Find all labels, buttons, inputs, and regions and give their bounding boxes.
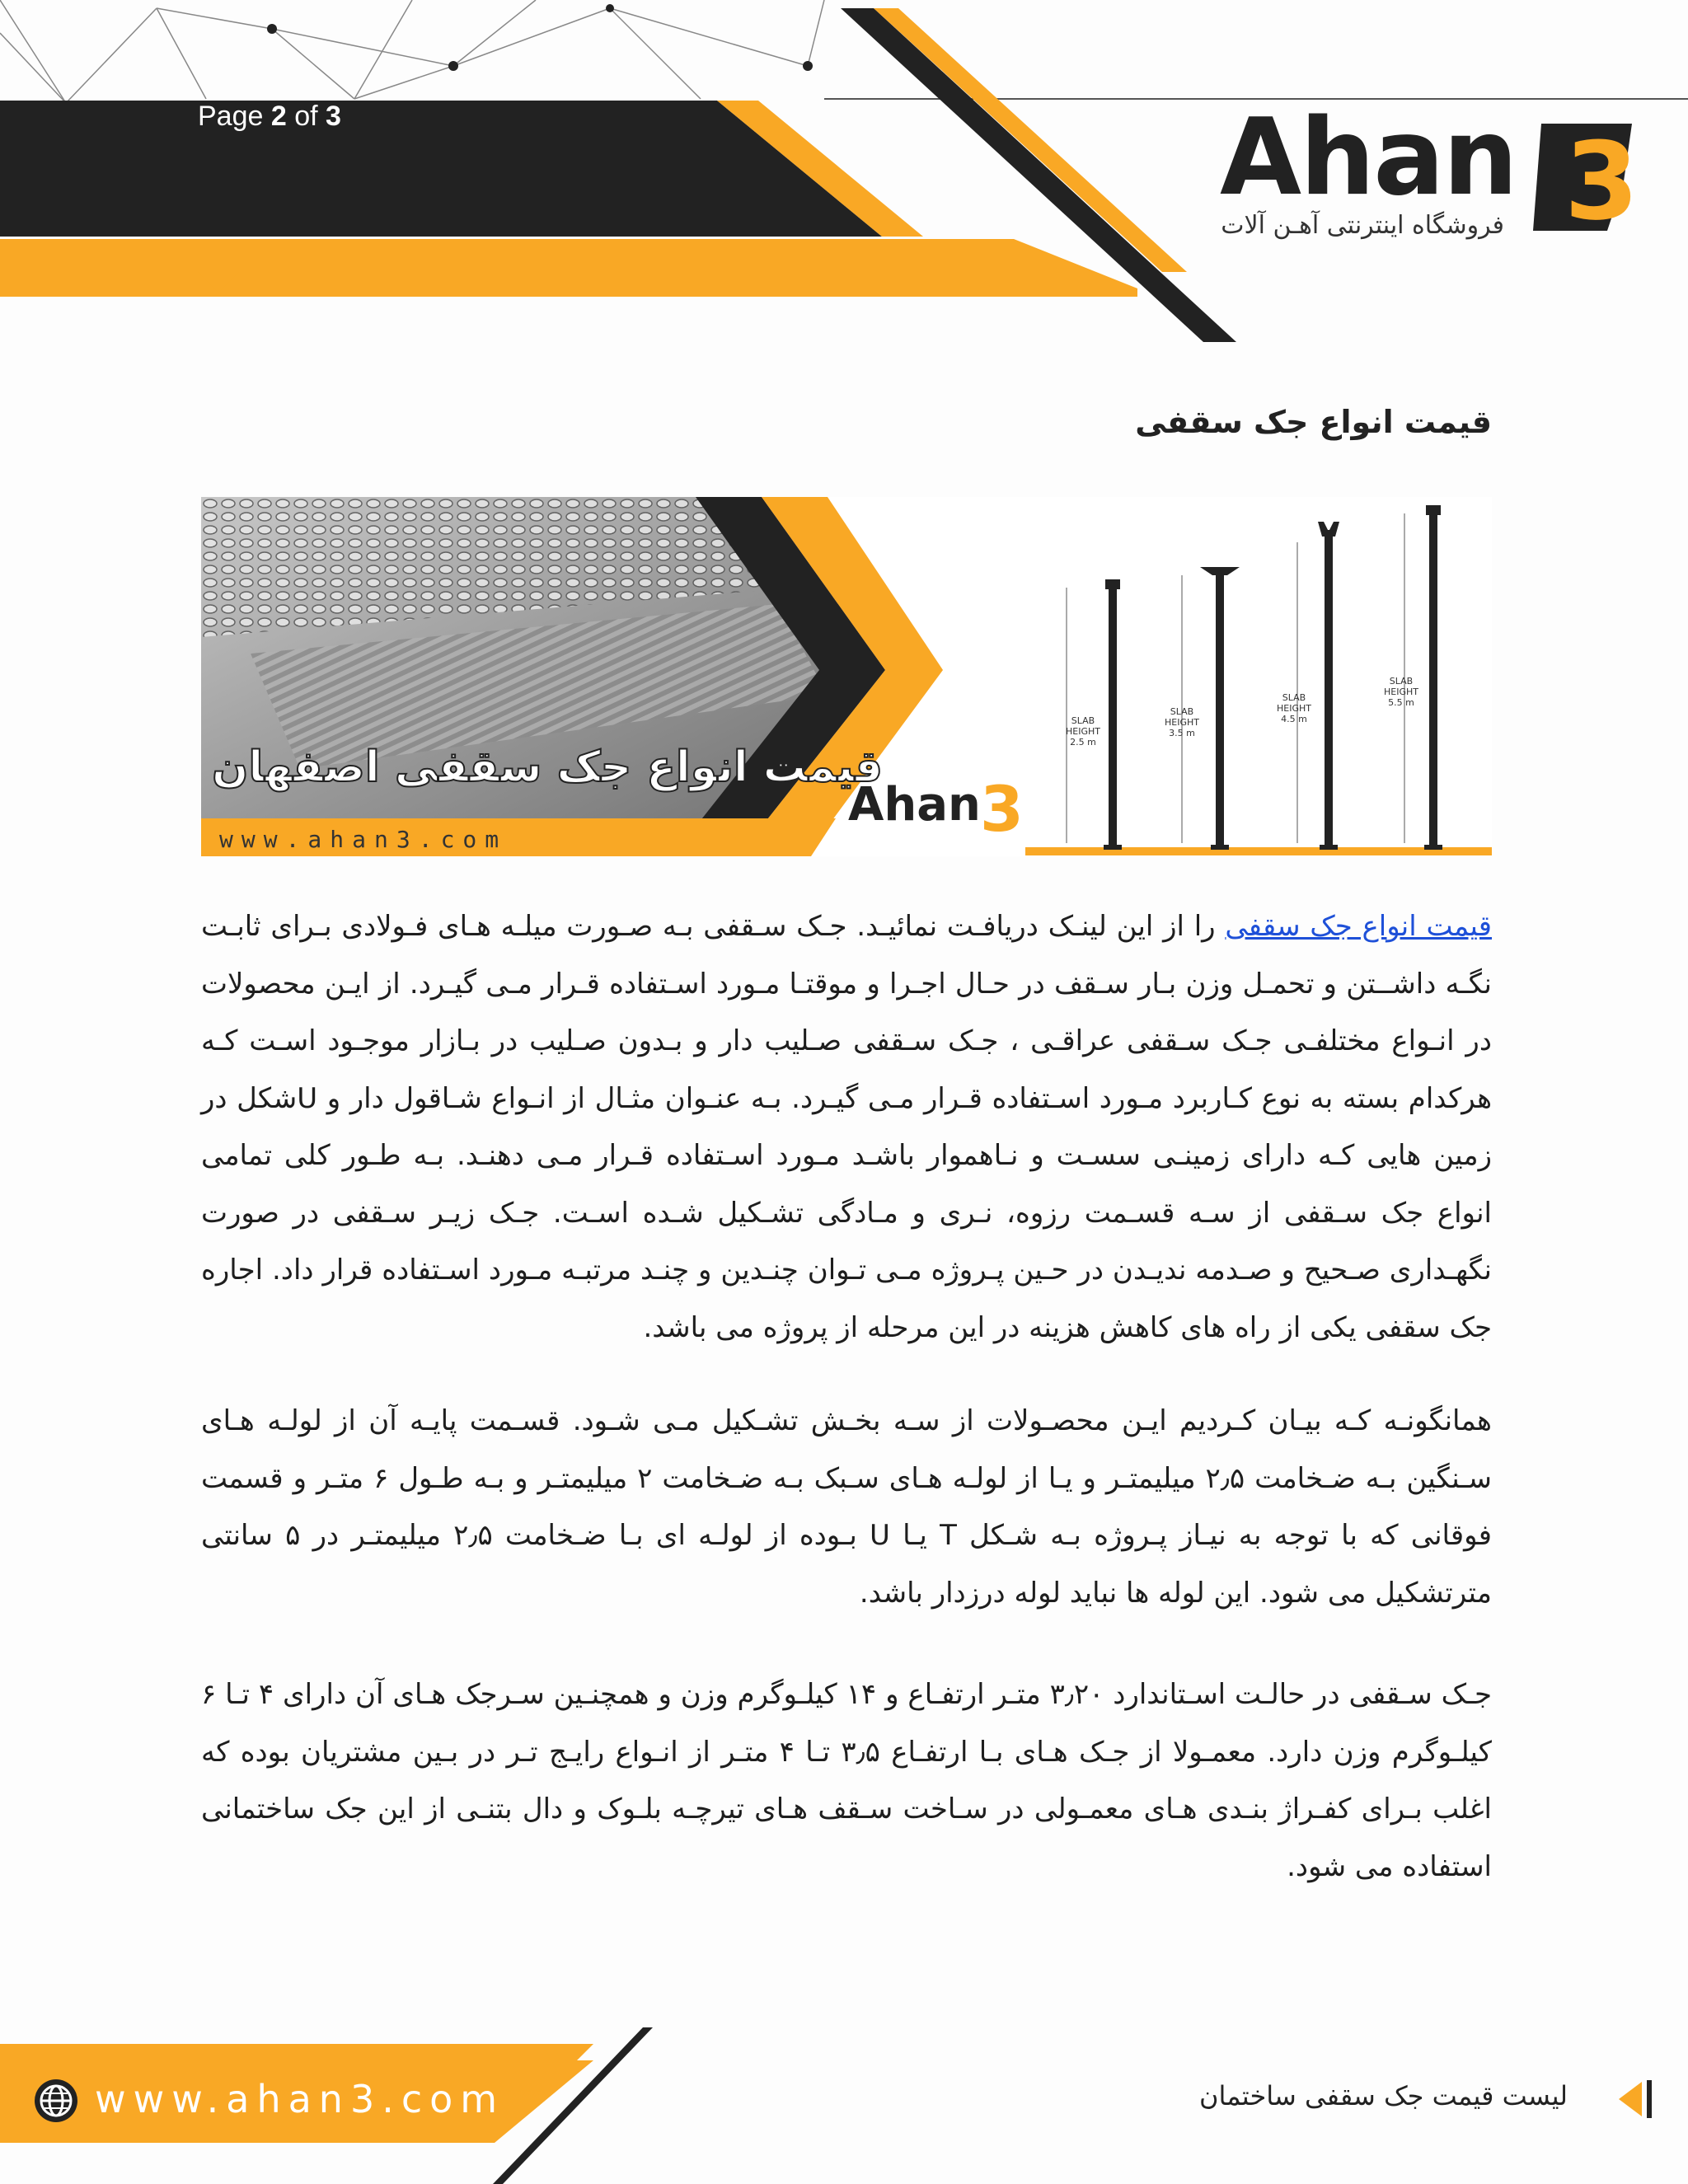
svg-text:SLAB: SLAB (1282, 692, 1306, 703)
svg-text:HEIGHT: HEIGHT (1384, 687, 1418, 697)
paragraph-3: جـک سـقفی در حالـت اسـتاندارد ۳٫۲۰ متـر ارتفـاع و ۱۴ کیلـوگرم وزن و همچنـین سـرجک هـای آن دارای ۴ تـا ۶ کیلـوگرم وزن دارد. معمـولا از جـک هـای بـا ارتفـاع ۳٫۵ تـا ۴ متـر از انـواع رایـج تـر در بـین مشتریان بوده که اغلب بـرای کفـراژ بنـدی هـای معمـولی در سـاخت سـقف هـای تیرچـه بلـوک و دال بتنـی از این جک ساختمانی استفاده می شود. (201, 1678, 1492, 1883)
svg-text:HEIGHT: HEIGHT (1066, 726, 1100, 737)
banner-url: www.ahan3.com (219, 826, 508, 853)
svg-text:HEIGHT: HEIGHT (1165, 717, 1199, 728)
logo-three-mark (1517, 115, 1640, 239)
paragraph-2: همانگونـه کـه بیـان کـردیم ایـن محصـولات از سـه بخـش تشـکیل مـی شـود. قسـمت پایـه آن از لولـه هـای سـنگین بـه ضـخامت ۲٫۵ میلیمتـر و یـا از لولـه هـای سـبک بـه ضـخامت ۲ میلیمتـر و بـه طـول ۶ متـر و قسمت فوقانی که با توجه به نیـاز پـروژه بـه شـکل T یـا U بـوده از لولـه ای بـا ضـخامت ۲٫۵ میلیمتـر در ۵ سانتی مترتشکیل می شود. این لوله ها نباید لوله درزدار باشد. (201, 1404, 1492, 1610)
svg-text:3: 3 (1564, 119, 1639, 239)
svg-text:3.5 m: 3.5 m (1169, 728, 1195, 738)
footer-website-link[interactable]: www.ahan3.com (95, 2077, 505, 2121)
accent-band (0, 239, 1137, 297)
network-nodes (267, 4, 813, 71)
footer-caption: لیست قیمت جک سقفی ساختمان (1199, 2080, 1568, 2111)
svg-text:SLAB: SLAB (1389, 676, 1414, 687)
banner-brand: Ahan (848, 778, 981, 832)
svg-text:5.5 m: 5.5 m (1388, 697, 1414, 708)
globe-icon (33, 2078, 79, 2124)
accent-diagonal (874, 8, 1187, 272)
logo-wordmark: Ahan (1220, 96, 1517, 219)
svg-text:3: 3 (980, 772, 1024, 846)
svg-text:2.5 m: 2.5 m (1070, 737, 1096, 748)
banner-image (201, 497, 1492, 856)
paragraph-1-text: را از این لینـک دریافـت نمائیـد. جـک سـقفی بـه صـورت میلـه هـای فـولادی بـرای ثابـت نگـه داشــتن و تحمـل وزن بـار سـقف در حـال اجـرا و موقتـا مـورد اسـتفاده قـرار مـی گیـرد. از ایـن محصولات در انـواع مختلفـی جـک سـقفی عراقـی ، جـک سـقفی صـلیب دار و بـدون صـلیب در بـازار موجـود اسـت کـه هرکدام بسته به نوع کـاربرد مـورد اسـتفاده قـرار مـی گیـرد. بـه عنـوان مثـال از انـواع شـاقول دار و Uشکل در زمین هایی کـه دارای زمینـی سسـت و نـاهموار باشـد مـورد اسـتفاده قـرار مـی دهنـد. بـه طـور کلی تمامی انواع جک سـقفی از سـه قسـمت رزوه، نـری و مـادگی تشـکیل شـده اسـت. جـک زیـر سـقفی در صورت نگهـداری صـحیح و صـدمه ندیـدن در حـین پـروژه مـی تـوان چنـدین و چنـد مرتبـه مـورد اسـتفاده قرار داد. اجاره جک سقفی یکی از راه های کاهش هزینه در این مرحله از پروژه می باشد. (201, 910, 1492, 1344)
network-pattern (0, 0, 1688, 103)
paragraph-1 (201, 898, 1492, 1357)
price-link[interactable]: قیمت انواع جک سقفی (1225, 910, 1492, 943)
svg-text:4.5 m: 4.5 m (1281, 714, 1307, 724)
svg-text:SLAB: SLAB (1071, 715, 1095, 726)
svg-text:HEIGHT: HEIGHT (1277, 703, 1311, 714)
page-title: قیمت انواع جک سقفی (1135, 404, 1492, 440)
page-number: Page 2 of 3 (198, 101, 341, 132)
svg-text:SLAB: SLAB (1170, 706, 1194, 717)
arrow-marker-icon (1617, 2079, 1655, 2120)
logo-subtitle: فروشگاه اینترنتی آهـن آلات (1221, 211, 1504, 240)
banner-headline: قیمت انواع جک سقفی اصفهان (212, 743, 883, 792)
